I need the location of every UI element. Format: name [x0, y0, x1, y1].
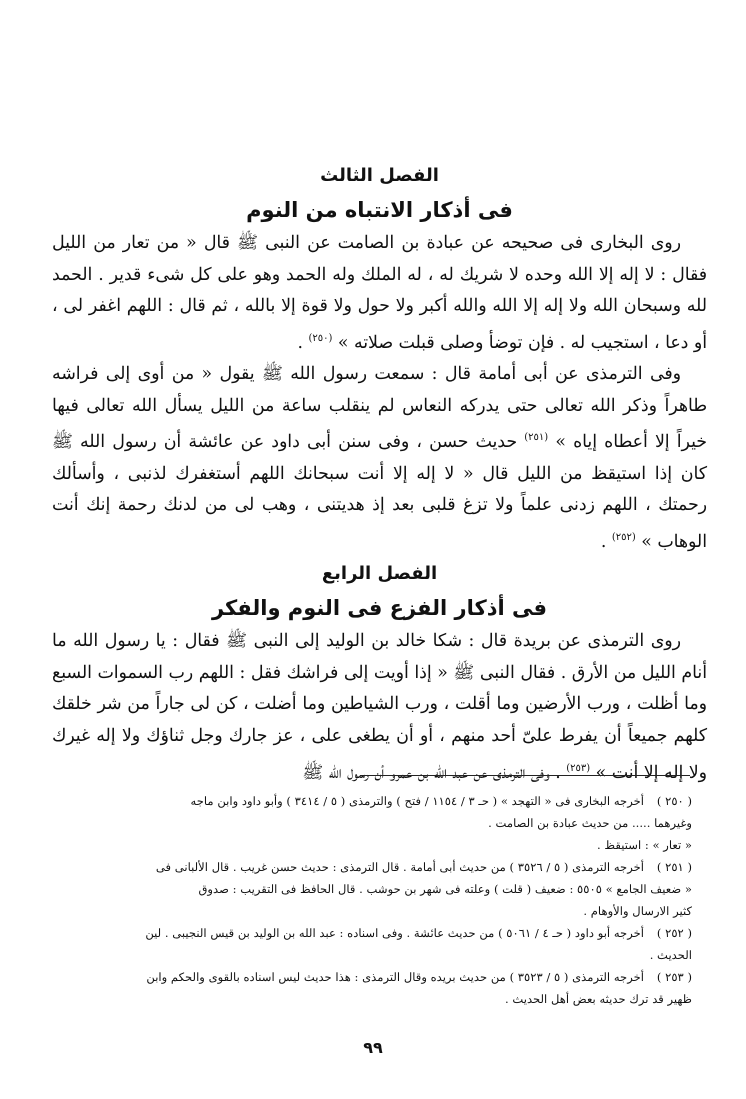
- paragraph-text: وفى الترمذى عن أبى أمامة قال : سمعت رسول الله ﷺ يقول « من أوى إلى فراشه طاهراً وذكر الله تعالى حتى يدركه النعاس لم ينقلب ساعة من الليل يسأل الله تعالى فيها خيراً إلا أعطاه إياه »: [52, 364, 707, 453]
- footnote-text: أخرجه الترمذى ( ٥ / ٣٥٢٣ ) من حديث بريده وقال الترمذى : هذا حديث ليس اسناده بالقوى والحكم وابن: [146, 970, 644, 984]
- footnote-253: [52, 966, 692, 988]
- paragraph-text: روى البخارى فى صحيحه عن عبادة بن الصامت عن النبى ﷺ قال « من تعار من الليل فقال : لا إله إلا الله وحده لا شريك له ، له الملك وله الحمد وهو على كل شىء قدير . الحمد لله وسبحان الله ولا إله إلا الله والله أكبر ولا حول ولا قوة إلا بالله ، ثم قال : اللهم اغفر لى ، أو دعا ، استجيب له . فإن توضأ وصلى قبلت صلاته »: [52, 233, 707, 353]
- main-text: [52, 160, 707, 789]
- footnotes: [52, 790, 692, 1010]
- footnote-continuation: الحديث .: [649, 948, 692, 962]
- footnote-number: ( ٢٥٢ ): [656, 926, 692, 940]
- footnote-divider: [360, 775, 690, 776]
- footnote-text: أخرجه الترمذى ( ٥ / ٣٥٢٦ ) من حديث أبى أمامة . قال الترمذى : حديث حسن غريب . قال الألبانى فى: [155, 860, 644, 874]
- footnote-251: [52, 856, 692, 878]
- footnote-number: ( ٢٥٣ ): [656, 970, 692, 984]
- chapter3-paragraph-1: روى البخارى فى صحيحه عن عبادة بن الصامت عن النبى ﷺ قال « من تعار من الليل فقال : لا إله إلا الله وحده لا شريك له ، له الملك وله الحمد وهو على كل شىء قدير . الحمد لله وسبحان الله ولا إله إلا الله والله أكبر ولا حول ولا قوة إلا بالله ، ثم قال : اللهم اغفر لى ، أو دعا ، استجيب له . فإن توضأ وصلى قبلت صلاته » $^{(٢٥٠)}$ .: [52, 233, 707, 353]
- footnote-ref: (٢٥٠): [308, 332, 333, 344]
- footnote-text: أخرجه أبو داود ( حـ ٤ / ٥٠٦١ ) من حديث عائشة . وفى اسناده : عبد الله بن الوليد بن قيس النجيبى . لين: [145, 926, 644, 940]
- paragraph-text: حديث حسن ، وفى سنن أبى داود عن عائشة أن رسول الله ﷺ كان إذا استيقظ من الليل قال « لا إله إلا أنت سبحانك اللهم أستغفرك لذنبى ، وأسألك رحمتك ، اللهم زدنى علماً ولا تزغ قلبى بعد إذ هديتنى ، وهب لى من لدنك رحمة إنك أنت الوهاب »: [52, 432, 707, 552]
- chapter4-title: الفصل الرابع: [321, 563, 438, 585]
- footnote-ref: (٢٥٣): [566, 762, 591, 774]
- footnote-ref: (٢٥٢): [611, 531, 636, 543]
- footnote-text: أخرجه البخارى فى « التهجد » ( حـ ٣ / ١١٥٤ / فتح ) والترمذى ( ٥ / ٣٤١٤ ) وأبو داود وابن ماجه: [190, 794, 644, 808]
- footnote-number: ( ٢٥٠ ): [656, 794, 692, 808]
- footnote-continuation: وغيرهما ..... من حديث عبادة بن الصامت .: [488, 816, 692, 830]
- page-number: ٩٩: [363, 1038, 383, 1057]
- footnote-252: [52, 922, 692, 944]
- paragraph-text: روى الترمذى عن بريدة قال : شكا خالد بن الوليد إلى النبى ﷺ فقال : يا رسول الله ما أنام الليل من الأرق . فقال النبى ﷺ « إذا أويت إلى فراشك فقل : اللهم رب السموات السبع وما أظلت ، ورب الأرضين وما أقلت ، ورب الشياطين وما أضلت ، كن لى جاراً من شر خلقك كلهم جميعاً أن يفرط علىّ أحد منهم ، أو أن يطغى على ، عز جارك وجل ثناؤك ولا إله غيرك ولا إله إلا أنت »: [52, 631, 707, 783]
- footnote-continuation: ظهير قد ترك حديثه بعض أهل الحديث .: [504, 992, 692, 1006]
- footnote-continuation: « تعار » : استيقظ .: [597, 838, 692, 852]
- chapter3-paragraph-2: وفى الترمذى عن أبى أمامة قال : سمعت رسول الله ﷺ يقول « من أوى إلى فراشه طاهراً وذكر الله تعالى حتى يدركه النعاس لم ينقلب ساعة من الليل يسأل الله تعالى فيها خيراً إلا أعطاه إياه » $^{(٢٥١)}$ حديث حسن ، وفى سنن أبى داود عن عائشة أن رسول الله ﷺ كان إذا استيقظ من الليل قال « لا إله إلا أنت سبحانك اللهم أستغفرك لذنبى ، وأسألك رحمتك ، اللهم زدنى علماً ولا تزغ قلبى بعد إذ هديتنى ، وهب لى من لدنك رحمة إنك أنت الوهاب » $^{(٢٥٢)}$ .: [52, 364, 707, 552]
- chapter4-paragraph-1: [52, 626, 707, 789]
- chapter4-subtitle: فى أذكار الفزع فى النوم والفكر: [211, 596, 548, 621]
- chapter3-title: الفصل الثالث: [320, 165, 439, 186]
- footnote-number: ( ٢٥١ ): [656, 860, 692, 874]
- chapter3-subtitle: فى أذكار الانتباه من النوم: [246, 198, 513, 222]
- footnote-ref: (٢٥١): [524, 432, 549, 444]
- paragraph-text: . وفى الترمذى عن عبد الله بن عمرو أن رسول الله ﷺ: [302, 762, 561, 783]
- footnote-continuation: « ضعيف الجامع » ٥٥٠٥ : ضعيف ( قلت ) وعلته فى شهر بن حوشب . قال الحافظ فى التقريب : صدوق: [198, 882, 692, 896]
- footnote-250: [52, 790, 692, 812]
- footnote-continuation: كثير الارسال والأوهام .: [583, 904, 692, 918]
